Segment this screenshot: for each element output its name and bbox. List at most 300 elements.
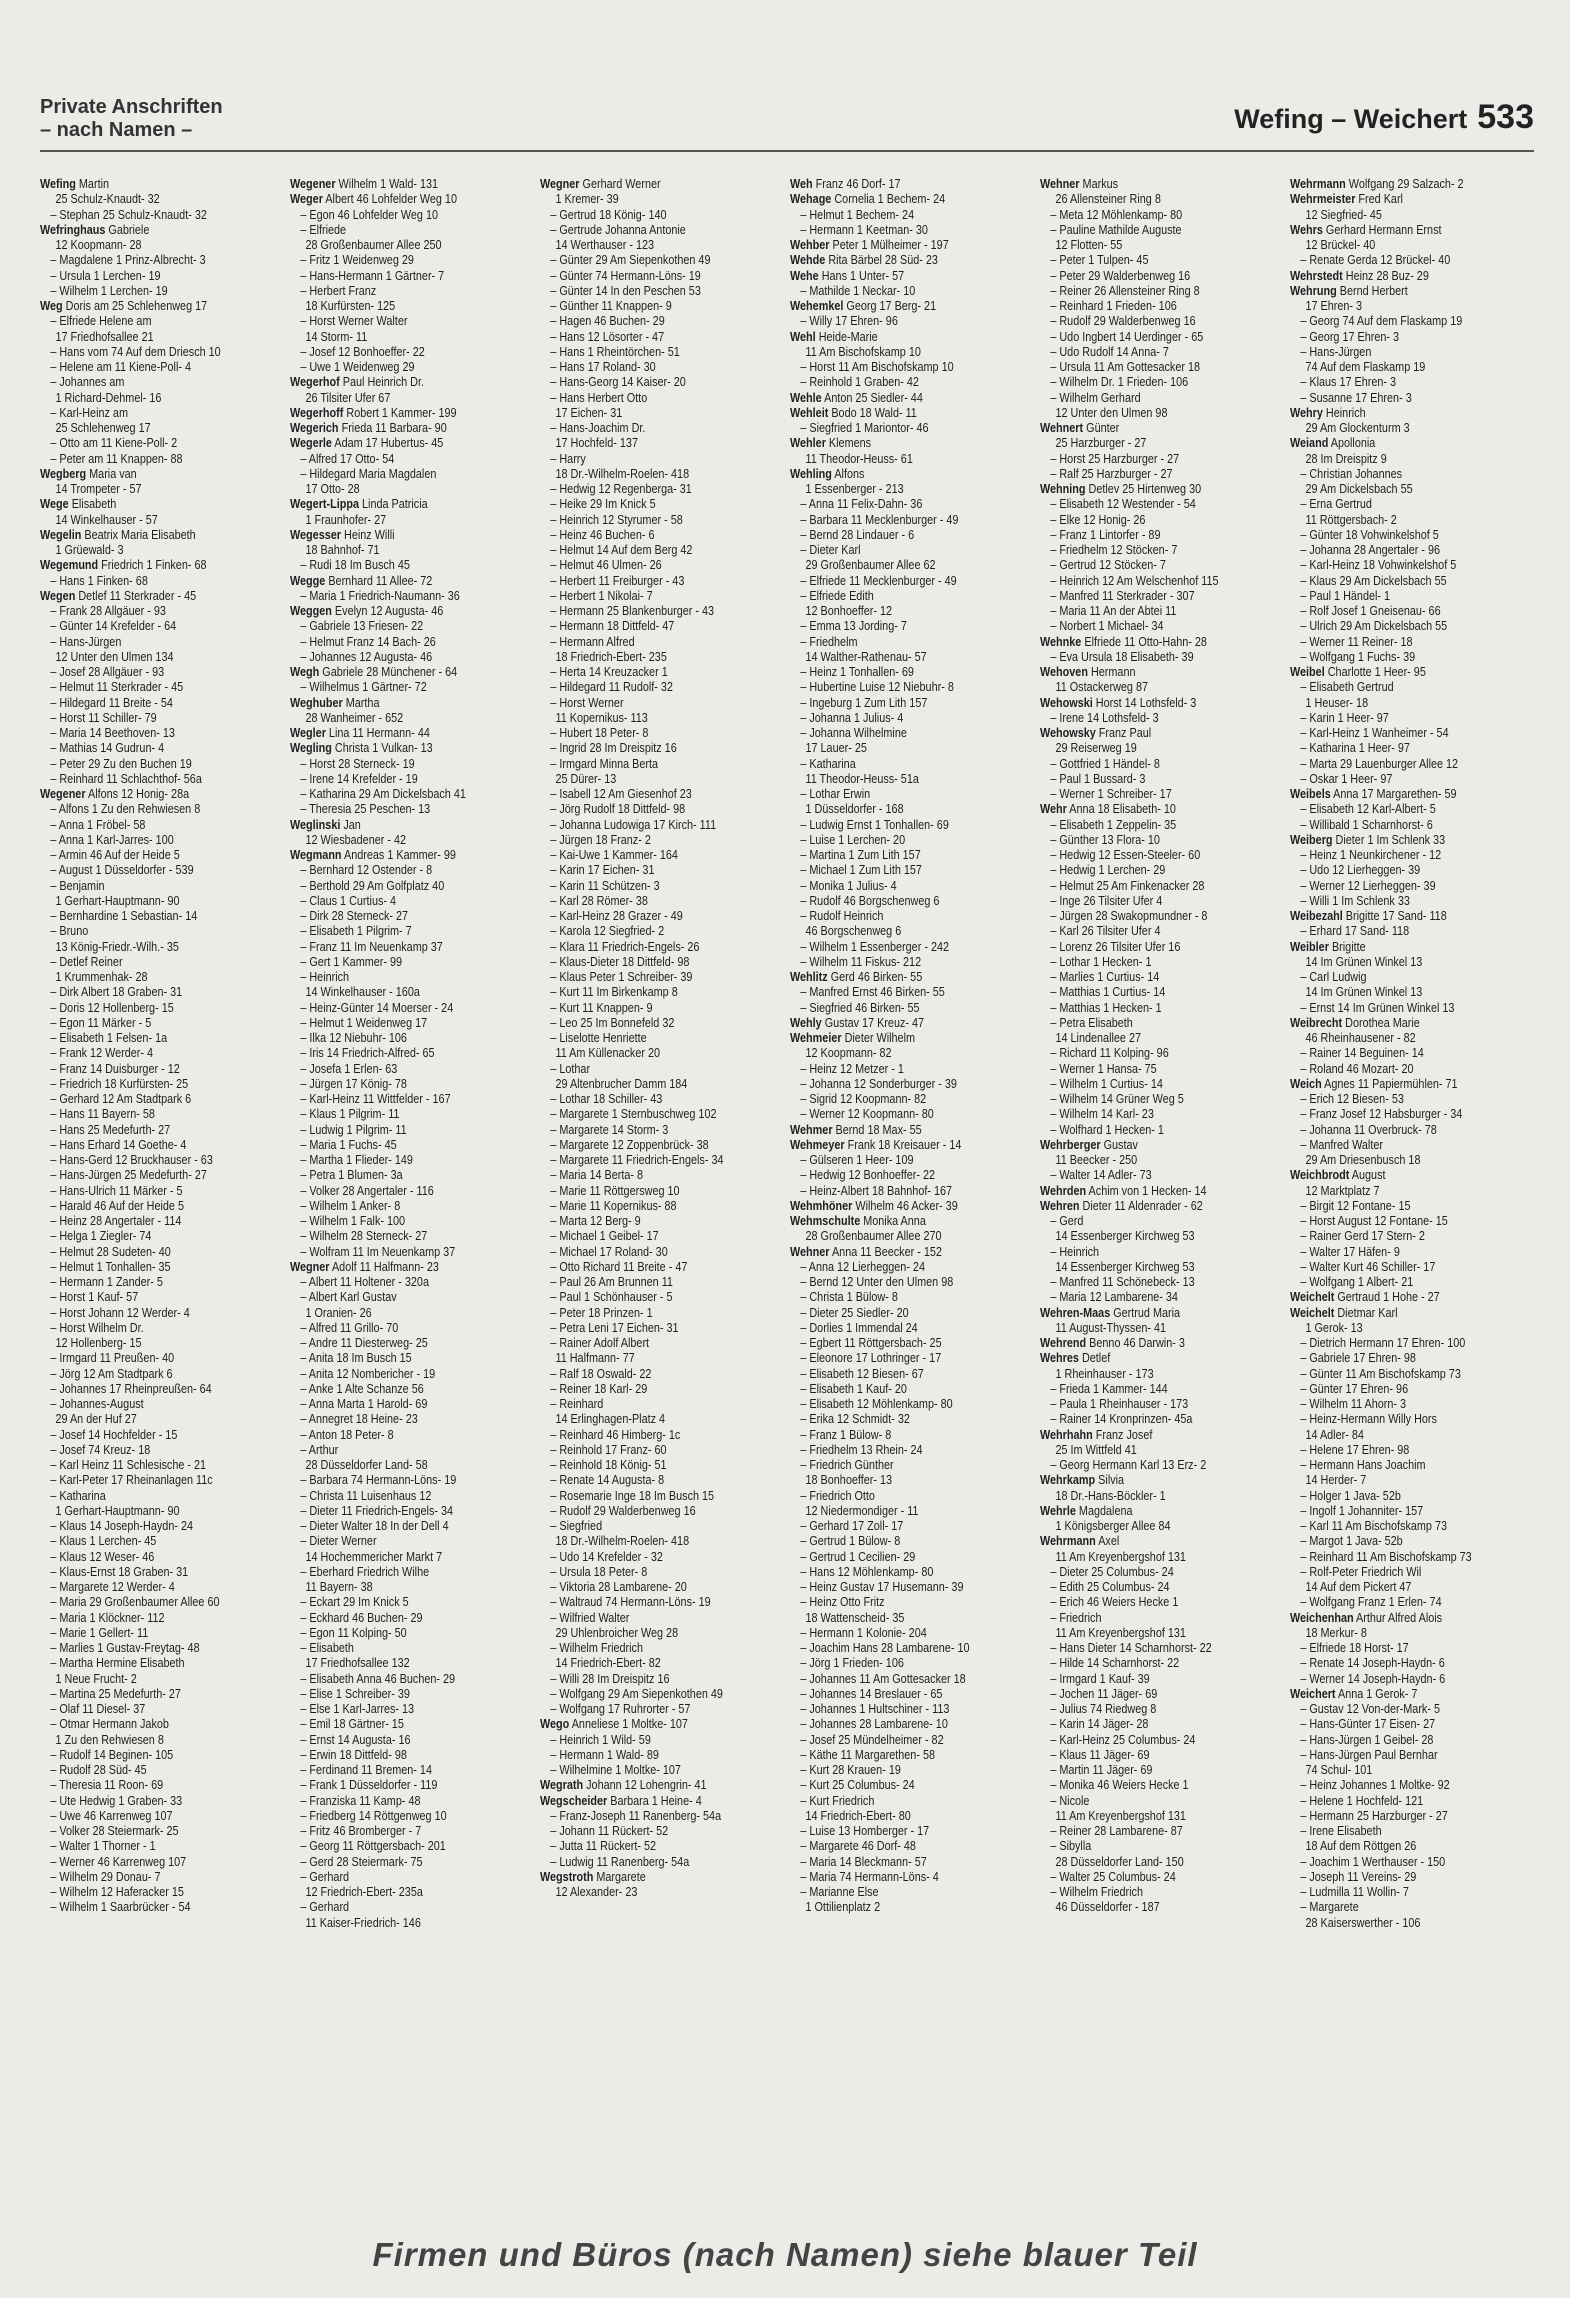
- listing-entry: [790, 497, 996, 512]
- listing-entry: [1290, 696, 1496, 711]
- listing-entry: [1290, 1870, 1496, 1885]
- listing-entry: [40, 1656, 246, 1671]
- entry-text: Franz Josef: [1092, 1427, 1153, 1442]
- surname: Wegh: [290, 665, 320, 679]
- listing-entry: [290, 604, 496, 619]
- listing-entry: [1290, 1855, 1496, 1870]
- listing-entry: [790, 421, 996, 436]
- listing-entry: [1290, 879, 1496, 894]
- listing-entry: [40, 1001, 246, 1016]
- listing-entry: [540, 1794, 746, 1809]
- entry-text: – Ludmilla 11 Wollin- 7: [1300, 1885, 1409, 1899]
- listing-entry: [790, 528, 996, 543]
- listing-entry: [290, 574, 496, 589]
- surname: Weh: [790, 177, 813, 191]
- entry-text: Gustav 17 Kreuz- 47: [821, 1015, 925, 1030]
- surname: Wegerle: [290, 436, 332, 451]
- entry-text: – Siegfried 46 Birken- 55: [800, 1000, 920, 1015]
- listing-entry: [790, 1336, 996, 1351]
- listing-entry: [540, 482, 746, 497]
- listing-entry: [40, 497, 246, 512]
- entry-text: – Ludwig Ernst 1 Tonhallen- 69: [800, 817, 949, 832]
- listing-entry: [790, 665, 996, 680]
- listing-entry: [40, 238, 246, 253]
- entry-text: – Manfred 11 Schönebeck- 13: [1050, 1275, 1195, 1289]
- surname: Weibels: [1290, 787, 1331, 801]
- entry-text: – Karl-Heinz 28 Grazer - 49: [550, 909, 683, 923]
- listing-entry: [40, 482, 246, 497]
- listing-entry: [790, 284, 996, 299]
- entry-text: – Ilka 12 Niebuhr- 106: [300, 1031, 407, 1045]
- entry-text: – Karl-Heinz am: [50, 405, 128, 420]
- entry-text: – Walter 25 Columbus- 24: [1050, 1869, 1176, 1884]
- entry-text: 1 Heuser- 18: [1305, 695, 1369, 710]
- listing-entry: [1040, 1351, 1246, 1366]
- listing-entry: [540, 1565, 746, 1580]
- entry-text: – Eckhard 46 Buchen- 29: [300, 1610, 423, 1625]
- listing-entry: [1040, 757, 1246, 772]
- entry-text: – Peter 29 Walderbenweg 16: [1050, 268, 1191, 283]
- listing-entry: [290, 1168, 496, 1183]
- listing-entry: [290, 1595, 496, 1610]
- entry-text: – Manfred 11 Sterkrader - 307: [1050, 588, 1195, 603]
- surname: Wehnke: [1040, 634, 1082, 649]
- listing-entry: [40, 589, 246, 604]
- listing-entry: [290, 269, 496, 284]
- listing-entry: [790, 1656, 996, 1671]
- listing-entry: [290, 1138, 496, 1153]
- entry-text: – Maria 1 Fuchs- 45: [300, 1137, 397, 1152]
- entry-text: – Willi 28 Im Dreispitz 16: [550, 1671, 670, 1686]
- entry-text: Axel: [1095, 1534, 1120, 1549]
- listing-entry: [1290, 1641, 1496, 1656]
- entry-text: – Rudi 18 Im Busch 45: [300, 558, 410, 573]
- entry-text: Wilhelm 1 Wald- 131: [335, 177, 439, 191]
- entry-text: – Matthias 1 Hecken- 1: [1050, 1000, 1162, 1015]
- listing-entry: [40, 1107, 246, 1122]
- entry-text: – Wilhelm Dr. 1 Frieden- 106: [1050, 375, 1189, 390]
- listing-entry: [540, 1397, 746, 1412]
- entry-text: – Josefa 1 Erlen- 63: [300, 1061, 398, 1076]
- listing-entry: [290, 1260, 496, 1275]
- listing-entry: [40, 1153, 246, 1168]
- entry-text: Frieda 11 Barbara- 90: [338, 421, 447, 435]
- listing-entry: [1290, 1382, 1496, 1397]
- entry-text: – Wilhelm 29 Donau- 7: [50, 1869, 161, 1884]
- listing-entry: [540, 1733, 746, 1748]
- entry-text: – Helene am 11 Kiene-Poll- 4: [50, 360, 191, 374]
- entry-text: – Franz-Joseph 11 Ranenberg- 54a: [550, 1808, 722, 1823]
- listing-entry: [40, 1046, 246, 1061]
- entry-text: Wolfgang 29 Salzach- 2: [1345, 177, 1464, 191]
- listing-entry: [790, 1519, 996, 1534]
- listing-entry: [290, 1809, 496, 1824]
- listing-entry: [40, 1229, 246, 1244]
- listing-entry: [40, 848, 246, 863]
- listing-entry: [790, 1184, 996, 1199]
- listing-entry: [290, 1656, 496, 1671]
- entry-text: – Maria 29 Großenbaumer Allee 60: [50, 1595, 220, 1610]
- listing-entry: [40, 940, 246, 955]
- listing-entry: [40, 1717, 246, 1732]
- listing-entry: [1040, 1580, 1246, 1595]
- surname: Weichert: [1290, 1686, 1336, 1701]
- entry-text: 14 Storm- 11: [305, 329, 368, 344]
- entry-text: – Franz 14 Duisburger - 12: [50, 1061, 180, 1076]
- listing-entry: [1290, 1672, 1496, 1687]
- listing-entry: [790, 1138, 996, 1153]
- entry-text: 12 Bonhoeffer- 12: [805, 604, 893, 618]
- listing-entry: [1290, 513, 1496, 528]
- listing-entry: [540, 1763, 746, 1778]
- listing-entry: [1040, 452, 1246, 467]
- listing-entry: [290, 1534, 496, 1549]
- listing-entry: [40, 1473, 246, 1488]
- entry-text: – Hubertine Luise 12 Niebuhr- 8: [800, 680, 954, 695]
- listing-entry: [790, 1534, 996, 1549]
- entry-text: 11 Halfmann- 77: [555, 1351, 635, 1366]
- entry-text: – Friedhelm: [800, 634, 858, 649]
- entry-text: – Carl Ludwig: [1300, 970, 1367, 984]
- listing-entry: [1290, 1778, 1496, 1793]
- listing-entry: [540, 360, 746, 375]
- entry-text: – Dieter Karl: [800, 543, 861, 557]
- listing-entry: [290, 1107, 496, 1122]
- entry-text: – Horst 25 Harzburger - 27: [1050, 451, 1180, 466]
- listing-entry: [290, 330, 496, 345]
- surname: Weibezahl: [1290, 909, 1343, 923]
- listing-entry: [290, 1031, 496, 1046]
- entry-text: – Paula 1 Rheinhauser - 173: [1050, 1397, 1189, 1411]
- listing-entry: [40, 1595, 246, 1610]
- listing-entry: [1290, 1824, 1496, 1839]
- entry-text: 46 Rheinhausener - 82: [1305, 1031, 1416, 1045]
- entry-text: – Roland 46 Mozart- 20: [1300, 1061, 1414, 1076]
- listing-entry: [40, 924, 246, 939]
- listing-entry: [290, 802, 496, 817]
- listing-entry: [540, 1107, 746, 1122]
- listing-entry: [790, 1900, 996, 1915]
- entry-text: Fred Karl: [1355, 192, 1403, 207]
- entry-text: – Anna 1 Fröbel- 58: [50, 817, 146, 832]
- listing-entry: [40, 1367, 246, 1382]
- entry-text: – Helmut 1 Bechem- 24: [800, 207, 915, 222]
- listing-entry: [1040, 528, 1246, 543]
- entry-text: – Matthias 1 Curtius- 14: [1050, 985, 1166, 1000]
- listing-entry: [1040, 635, 1246, 650]
- entry-text: – Eckart 29 Im Knick 5: [300, 1595, 409, 1610]
- footer-note: Firmen und Büros (nach Namen) siehe blauer Teil: [372, 2236, 1198, 2273]
- entry-text: 28 Großenbaumer Allee 250: [305, 238, 442, 252]
- listing-entry: [790, 1062, 996, 1077]
- entry-text: – Rudolf 14 Beginen- 105: [50, 1747, 174, 1762]
- entry-text: 17 Lauer- 25: [805, 741, 867, 756]
- listing-entry: [40, 208, 246, 223]
- entry-text: – Irmgard 11 Preußen- 40: [50, 1351, 175, 1366]
- entry-text: Agnes 11 Papiermühlen- 71: [1321, 1076, 1458, 1091]
- entry-text: – Udo Ingbert 14 Uerdinger - 65: [1050, 329, 1204, 344]
- entry-text: – Wilhelmine 1 Moltke- 107: [550, 1763, 681, 1777]
- listing-entry: [290, 1245, 496, 1260]
- listing-entry: [1040, 391, 1246, 406]
- listing-entry: [1290, 482, 1496, 497]
- surname: Wehrmann: [1040, 1534, 1096, 1549]
- entry-text: 28 Düsseldorfer Land- 150: [1055, 1854, 1184, 1869]
- listing-entry: [290, 1489, 496, 1504]
- listing-entry: [290, 1519, 496, 1534]
- listing-entry: [290, 1824, 496, 1839]
- entry-text: 26 Tilsiter Ufer 67: [305, 390, 391, 405]
- entry-text: – Werner 12 Lierheggen- 39: [1300, 878, 1436, 893]
- entry-text: – Wilhelm 11 Ahorn- 3: [1300, 1397, 1407, 1411]
- listing-entry: [1040, 1001, 1246, 1016]
- listing-entry: [1040, 208, 1246, 223]
- entry-text: Lina 11 Hermann- 44: [325, 726, 430, 740]
- entry-text: – Josef 74 Kreuz- 18: [50, 1442, 151, 1457]
- entry-text: – Manfred Ernst 46 Birken- 55: [800, 985, 945, 1000]
- listing-entry: [1040, 619, 1246, 634]
- listing-entry: [40, 558, 246, 573]
- entry-text: 14 Walther-Rathenau- 57: [805, 649, 927, 664]
- entry-text: – Willy 17 Ehren- 96: [800, 314, 898, 329]
- listing-entry: [1040, 467, 1246, 482]
- listing-entry: [540, 421, 746, 436]
- entry-text: – Franz Josef 12 Habsburger - 34: [1300, 1107, 1463, 1122]
- entry-text: – Georg 74 Auf dem Flaskamp 19: [1300, 314, 1463, 329]
- entry-text: – Klaus 14 Joseph-Haydn- 24: [50, 1519, 194, 1533]
- entry-text: – Magdalene 1 Prinz-Albrecht- 3: [50, 253, 206, 268]
- entry-text: – Bernd 28 Lindauer - 6: [800, 527, 915, 542]
- listing-entry: [1040, 1428, 1246, 1443]
- listing-entry: [290, 1382, 496, 1397]
- listing-entry: [290, 1794, 496, 1809]
- entry-text: Christa 1 Vulkan- 13: [331, 741, 433, 756]
- entry-text: – Hedwig 12 Regenberga- 31: [550, 482, 692, 496]
- listing-entry: [540, 452, 746, 467]
- entry-text: – August 1 Düsseldorfer - 539: [50, 863, 194, 878]
- listing-entry: [790, 1473, 996, 1488]
- listing-entry: [790, 452, 996, 467]
- listing-entry: [290, 985, 496, 1000]
- entry-text: – Wilhelm 14 Karl- 23: [1050, 1107, 1154, 1122]
- listing-entry: [790, 940, 996, 955]
- listing-entry: [1290, 1794, 1496, 1809]
- entry-text: – Martina 1 Zum Lith 157: [800, 848, 921, 862]
- listing-entry: [290, 970, 496, 985]
- listing-entry: [1290, 848, 1496, 863]
- entry-text: – Otto Richard 11 Breite - 47: [550, 1259, 688, 1274]
- entry-text: – Helene 1 Hochfeld- 121: [1300, 1793, 1424, 1808]
- entry-text: – Anna 11 Felix-Dahn- 36: [800, 497, 923, 512]
- entry-text: – Jürgen 28 Swakopmundner - 8: [1050, 909, 1208, 923]
- listing-entry: [1040, 1062, 1246, 1077]
- listing-entry: [1290, 558, 1496, 573]
- entry-text: – Gottfried 1 Händel- 8: [1050, 756, 1160, 771]
- entry-text: – Wolfgang 1 Albert- 21: [1300, 1275, 1414, 1289]
- listing-entry: [290, 1367, 496, 1382]
- listing-entry: [790, 1092, 996, 1107]
- entry-text: – Arthur: [300, 1442, 339, 1457]
- listing-entry: [290, 1412, 496, 1427]
- listing-entry: [290, 375, 496, 390]
- listing-entry: [290, 1046, 496, 1061]
- entry-text: – Ulrich 29 Am Dickelsbach 55: [1300, 619, 1448, 634]
- entry-text: – Luise 1 Lerchen- 20: [800, 832, 906, 847]
- entry-text: – Heinz Johannes 1 Moltke- 92: [1300, 1778, 1450, 1793]
- entry-text: 18 Wattenscheid- 35: [805, 1610, 905, 1625]
- entry-text: – Hedwig 12 Bonhoeffer- 22: [800, 1168, 936, 1183]
- entry-text: – Waltraud 74 Hermann-Löns- 19: [550, 1595, 711, 1610]
- listing-entry: [1290, 635, 1496, 650]
- name-range: Wefing – Weichert: [1234, 104, 1468, 134]
- listing-entry: [290, 360, 496, 375]
- entry-text: – Gerhard 12 Am Stadtpark 6: [50, 1092, 192, 1106]
- listing-entry: [290, 680, 496, 695]
- listing-entry: [790, 1626, 996, 1641]
- listing-entry: [40, 665, 246, 680]
- entry-text: 28 Großenbaumer Allee 270: [805, 1229, 942, 1244]
- listing-entry: [540, 1184, 746, 1199]
- entry-text: 14 Friedrich-Ebert- 82: [555, 1656, 661, 1671]
- entry-text: 11 Bayern- 38: [305, 1580, 373, 1594]
- entry-text: – Wolfgang Franz 1 Erlen- 74: [1300, 1595, 1442, 1610]
- entry-text: – Katharina 29 Am Dickelsbach 41: [300, 787, 466, 801]
- listing-entry: [40, 1809, 246, 1824]
- entry-text: – Hermann 18 Dittfeld- 47: [550, 619, 675, 634]
- listing-entry: [290, 1428, 496, 1443]
- entry-text: – Josef 25 Mündelheimer - 82: [800, 1732, 944, 1747]
- entry-text: 17 Friedhofsallee 21: [55, 329, 154, 344]
- entry-text: – Günter 11 Am Bischofskamp 73: [1300, 1366, 1461, 1381]
- entry-text: Bernd Herbert: [1336, 283, 1408, 298]
- listing-entry: [540, 299, 746, 314]
- entry-text: – Klaus 1 Pilgrim- 11: [300, 1107, 400, 1122]
- surname: Wehly: [790, 1015, 822, 1030]
- surname: Wehl: [790, 329, 816, 344]
- listing-entry: [1040, 345, 1246, 360]
- entry-text: – Dorlies 1 Immendal 24: [800, 1320, 918, 1335]
- listing-entry: [290, 1778, 496, 1793]
- surname: Wehe: [790, 268, 819, 283]
- entry-text: – Rudolf Heinrich: [800, 909, 884, 923]
- entry-text: – Walter 1 Thorner - 1: [50, 1839, 156, 1854]
- listing-entry: [1290, 1214, 1496, 1229]
- listing-entry: [40, 1458, 246, 1473]
- entry-text: 1 Fraunhofer- 27: [305, 512, 387, 527]
- listing-entry: [1290, 909, 1496, 924]
- listing-entry: [1040, 1565, 1246, 1580]
- entry-text: Gertrud Maria: [1110, 1305, 1181, 1320]
- entry-text: Hans 1 Unter- 57: [818, 268, 905, 283]
- listing-entry: [40, 1199, 246, 1214]
- entry-text: – Heinz-Günter 14 Moerser - 24: [300, 1000, 454, 1015]
- entry-text: – Heinz Gustav 17 Husemann- 39: [800, 1580, 964, 1594]
- entry-text: – Siegfried 1 Mariontor- 46: [800, 421, 929, 435]
- listing-entry: [1040, 253, 1246, 268]
- entry-text: 1 Essenberger - 213: [805, 482, 904, 496]
- surname: Wehren: [1040, 1198, 1080, 1213]
- listing-entry: [1290, 818, 1496, 833]
- entry-text: 18 Dr.-Wilhelm-Roelen- 418: [555, 1534, 690, 1549]
- listing-entry: [1290, 1458, 1496, 1473]
- listing-entry: [40, 1016, 246, 1031]
- entry-text: – Wilhelm 1 Curtius- 14: [1050, 1076, 1163, 1091]
- surname: Weg: [40, 299, 63, 313]
- listing-entry: [790, 772, 996, 787]
- entry-text: 11 Ostackerweg 87: [1055, 680, 1148, 695]
- surname: Wehmschulte: [790, 1214, 861, 1228]
- entry-text: – Elke 12 Honig- 26: [1050, 512, 1146, 527]
- listing-entry: [1040, 513, 1246, 528]
- entry-text: 12 Niedermondiger - 11: [805, 1503, 919, 1518]
- entry-text: – Ferdinand 11 Bremen- 14: [300, 1763, 432, 1777]
- listing-entry: [540, 604, 746, 619]
- listing-entry: [790, 192, 996, 207]
- listing-entry: [1040, 238, 1246, 253]
- listing-entry: [540, 1123, 746, 1138]
- listing-entry: [40, 1672, 246, 1687]
- entry-text: 11 Am Küllenacker 20: [555, 1046, 661, 1061]
- listing-entry: [540, 665, 746, 680]
- listing-entry: [1290, 1321, 1496, 1336]
- listing-entry: [290, 314, 496, 329]
- listing-entry: [290, 1153, 496, 1168]
- entry-text: Bodo 18 Wald- 11: [828, 405, 917, 420]
- entry-text: – Lothar: [550, 1061, 591, 1076]
- listing-entry: [1040, 1260, 1246, 1275]
- entry-text: – Oskar 1 Heer- 97: [1300, 771, 1393, 786]
- listing-entry: [540, 1275, 746, 1290]
- entry-text: Jan: [340, 817, 361, 832]
- listing-entry: [1290, 1626, 1496, 1641]
- entry-text: – Klaus-Ernst 18 Graben- 31: [50, 1564, 189, 1579]
- entry-text: – Wilhelm 12 Haferacker 15: [50, 1885, 184, 1899]
- listing-entry: [540, 1382, 746, 1397]
- surname: Weichbrodt: [1290, 1168, 1350, 1183]
- entry-text: 1 Oranien- 26: [305, 1305, 372, 1320]
- listing-entry: [1040, 1672, 1246, 1687]
- surname: Wegen: [40, 588, 76, 603]
- listing-entry: [1040, 1778, 1246, 1793]
- section-title-line1: Private Anschriften: [40, 96, 223, 118]
- listing-entry: [1040, 894, 1246, 909]
- surname: Weich: [1290, 1076, 1322, 1091]
- listing-entry: [40, 955, 246, 970]
- entry-text: – Margarete 12 Zoppenbrück- 38: [550, 1137, 709, 1152]
- listing-entry: [540, 1168, 746, 1183]
- entry-text: Heinz Willi: [340, 527, 395, 542]
- entry-text: – Stephan 25 Schulz-Knaudt- 32: [50, 207, 207, 222]
- entry-text: – Petra 1 Blumen- 3a: [300, 1168, 403, 1183]
- listing-entry: [40, 1031, 246, 1046]
- listing-entry: [1040, 1534, 1246, 1549]
- entry-text: – Hans-Jürgen 25 Medefurth- 27: [50, 1168, 207, 1183]
- entry-text: Gerhard Werner: [579, 177, 661, 191]
- entry-text: – Gerhard 17 Zoll- 17: [800, 1519, 904, 1533]
- listing-entry: [1040, 1855, 1246, 1870]
- entry-text: 12 Brückel- 40: [1305, 238, 1376, 252]
- entry-text: – Hildegard 11 Rudolf- 32: [550, 680, 673, 695]
- listing-entry: [40, 650, 246, 665]
- listing-entry: [540, 528, 746, 543]
- entry-text: – Wilhelm 11 Fiskus- 212: [800, 954, 922, 969]
- listing-entry: [1040, 1687, 1246, 1702]
- listing-entry: [1290, 985, 1496, 1000]
- entry-text: – Hedwig 12 Essen-Steeler- 60: [1050, 848, 1201, 862]
- entry-text: – Jörg 12 Am Stadtpark 6: [50, 1366, 173, 1381]
- listing-entry: [790, 848, 996, 863]
- entry-text: – Reinhold 18 König- 51: [550, 1458, 667, 1472]
